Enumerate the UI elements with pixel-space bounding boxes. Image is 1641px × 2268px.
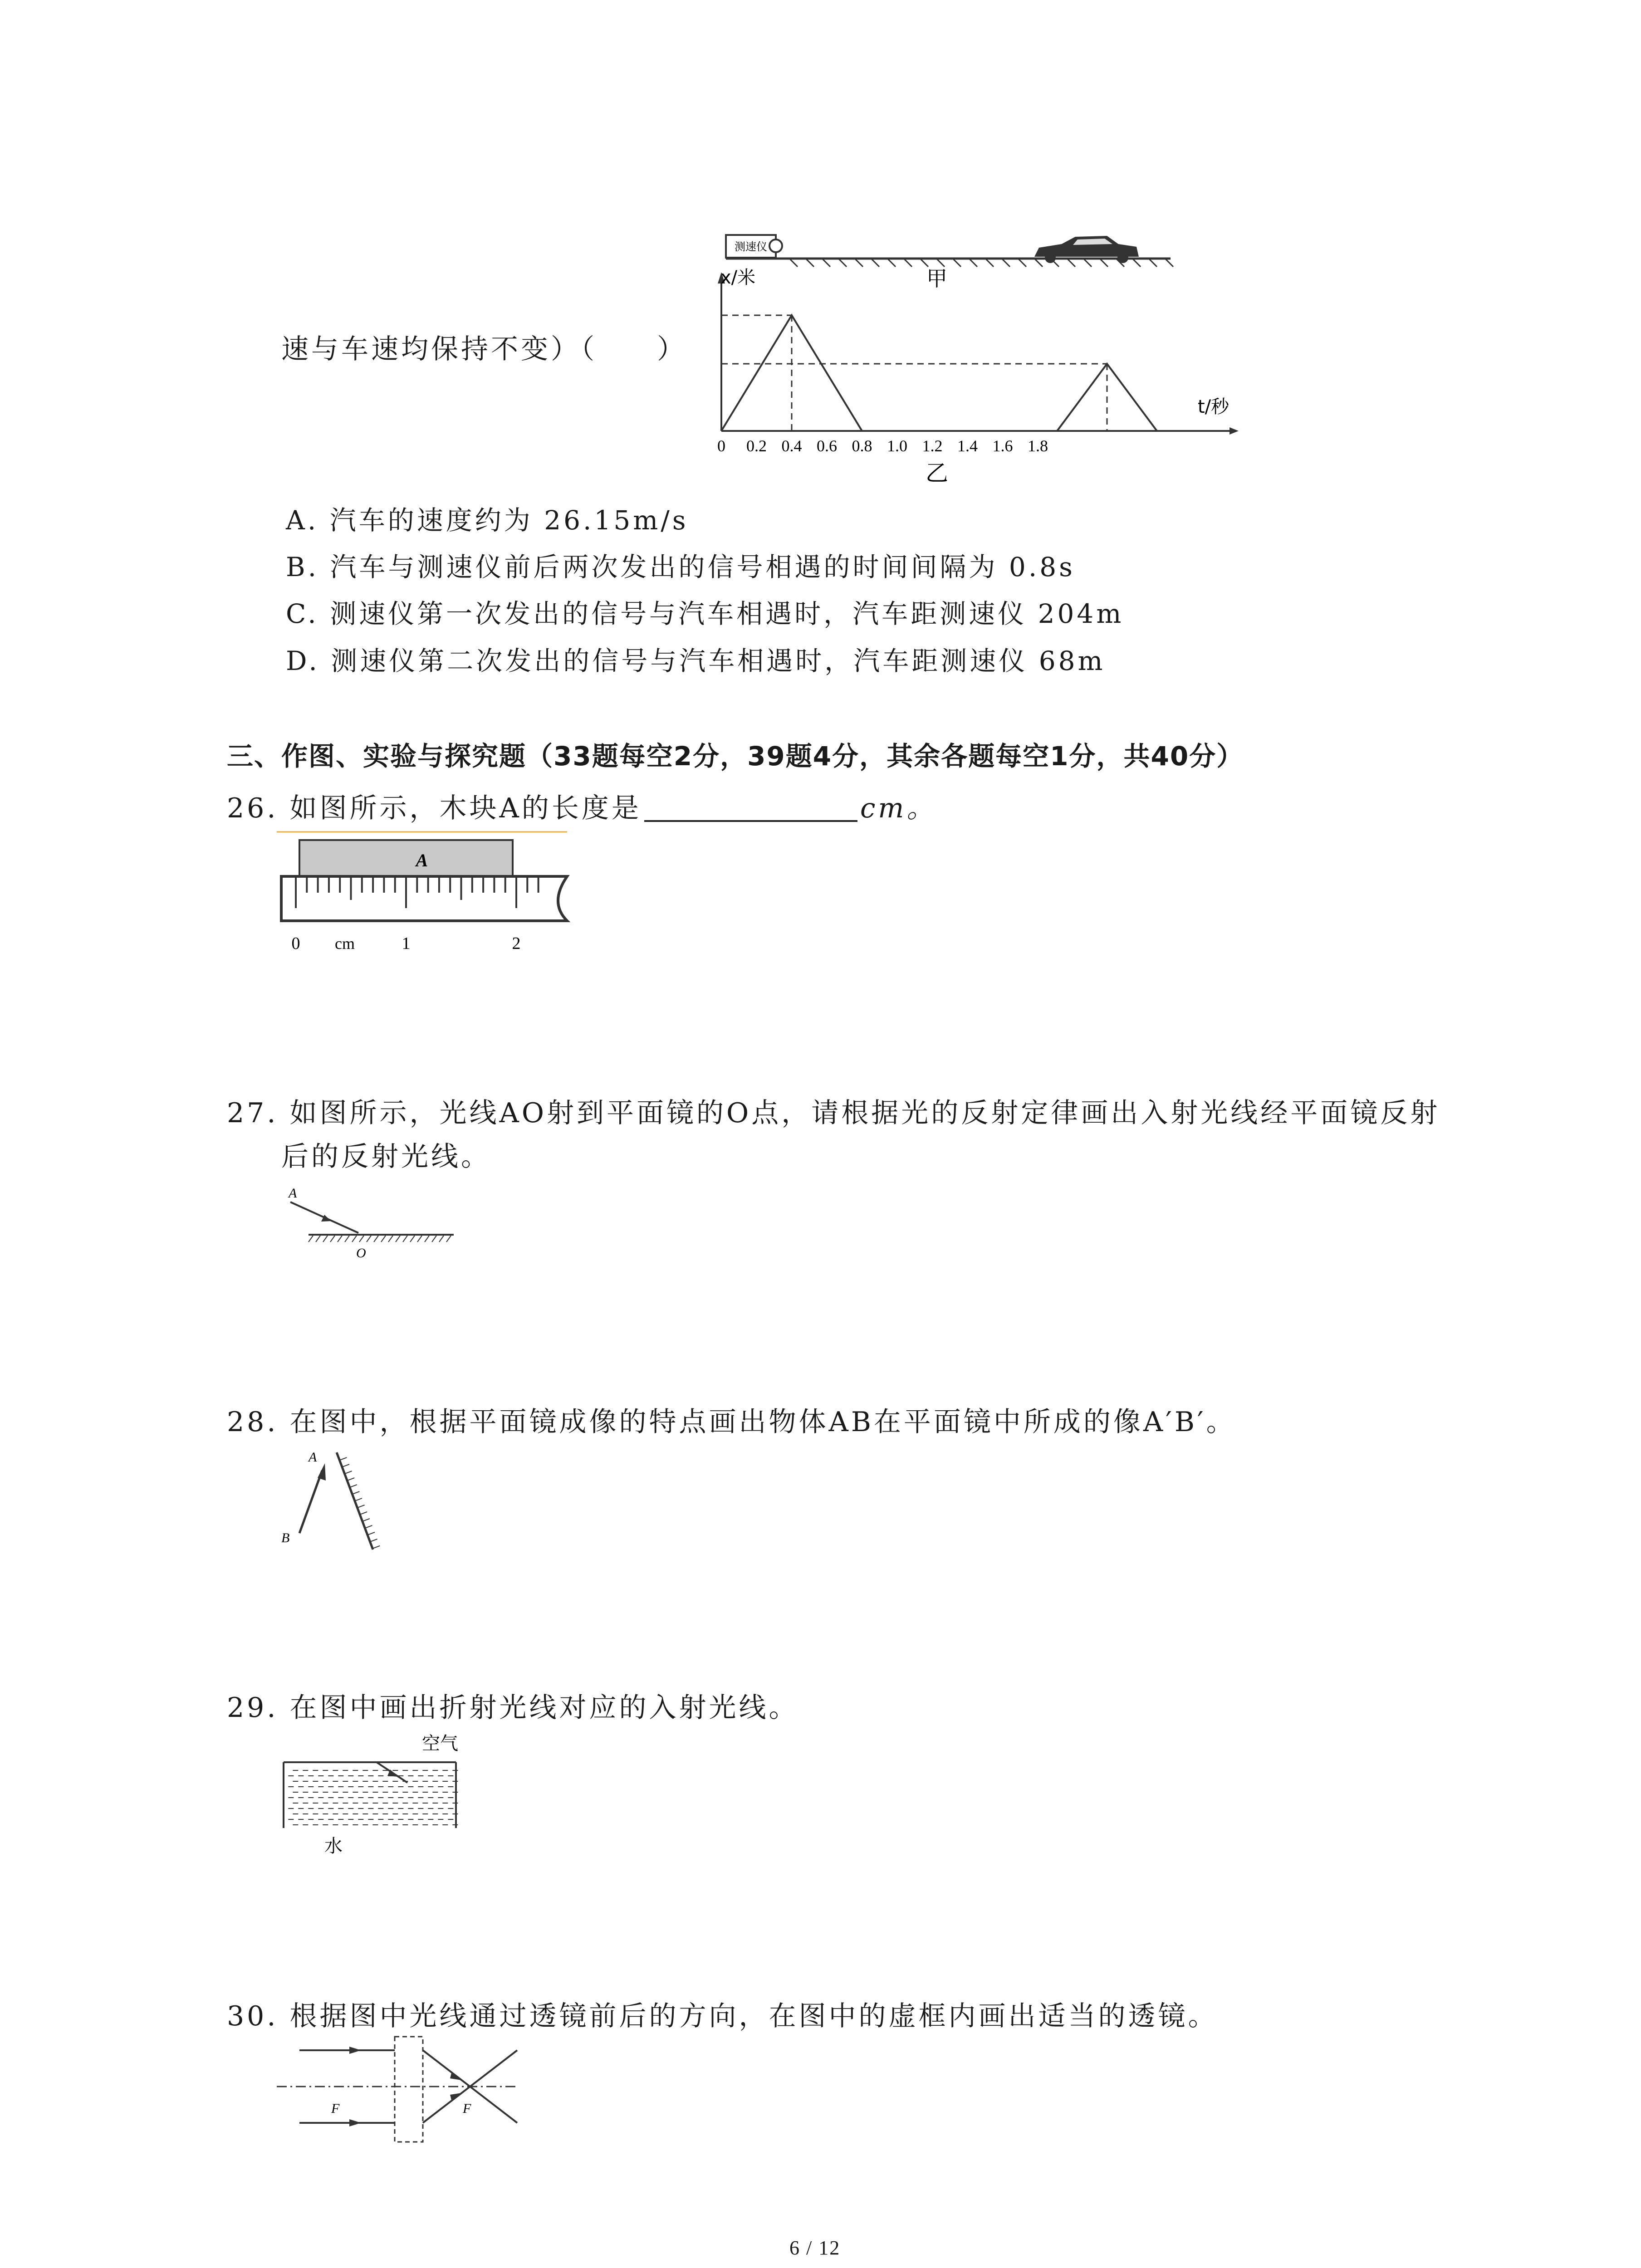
graph-tick-label: 1.4: [957, 437, 978, 455]
graph-tick-label: 1.6: [992, 437, 1013, 455]
graph-tick-label: 1.8: [1028, 437, 1048, 455]
q28-text: 28. 在图中，根据平面镜成像的特点画出物体AB在平面镜中所成的像A′B′。: [227, 1406, 1236, 1438]
ruler-body: [281, 876, 567, 921]
ruler-label-2: 2: [512, 934, 521, 953]
ruler-label-1: 1: [402, 934, 411, 953]
focus-right-label: F: [463, 2101, 471, 2116]
q29-refraction-figure: [281, 1730, 481, 1867]
q27-mirror-figure: [281, 1179, 463, 1261]
q30-text: 30. 根据图中光线通过透镜前后的方向，在图中的虚框内画出适当的透镜。: [227, 2000, 1218, 2032]
speed-gun-label: 测速仪: [735, 240, 767, 253]
point-b-label: B: [281, 1530, 290, 1545]
page-number: 6 / 12: [789, 2237, 841, 2259]
q30-lens-figure: [272, 2032, 526, 2150]
graph-tick-label: 1.2: [922, 437, 943, 455]
option-c: C. 测速仪第一次发出的信号与汽车相遇时，汽车距测速仪 204m: [286, 598, 1124, 629]
q25-figure: [708, 218, 1252, 499]
air-label: 空气: [422, 1733, 458, 1754]
x-axis-label: t/秒: [1198, 396, 1230, 417]
graph-tick-label: 0.4: [781, 437, 802, 455]
section-three-title: 三、作图、实验与探究题（33题每空2分，39题4分，其余各题每空1分，共40分）: [227, 741, 1244, 772]
point-a-label: A: [289, 1186, 297, 1201]
speed-gun-road-diagram: [726, 235, 1173, 291]
ruler-label-0: 0: [291, 934, 300, 953]
q26-answer-blank[interactable]: [644, 797, 857, 822]
fig-label-yi: 乙: [926, 460, 948, 486]
q25-tail-text: 速与车速均保持不变）（ ）: [281, 333, 687, 365]
graph-tick-label: 0.8: [852, 437, 872, 455]
block-label-a: A: [416, 850, 428, 870]
fig-label-jia: 甲: [926, 266, 947, 291]
q27-line2: 后的反射光线。: [281, 1141, 491, 1173]
option-a: A. 汽车的速度约为 26.15m/s: [286, 505, 689, 536]
option-b: B. 汽车与测速仪前后两次发出的信号相遇的时间间隔为 0.8s: [286, 552, 1075, 582]
focus-left-label: F: [331, 2101, 340, 2116]
option-d: D. 测速仪第二次发出的信号与汽车相遇时，汽车距测速仪 68m: [286, 645, 1106, 676]
q26-ruler-figure: [277, 830, 576, 962]
ruler-label-cm: cm: [335, 934, 355, 953]
y-axis-label: x/米: [720, 267, 756, 288]
distance-time-graph: [717, 267, 1239, 486]
graph-tick-label: 0.2: [746, 437, 767, 455]
speed-gun-lens: [769, 240, 782, 252]
point-a-label: A: [309, 1450, 317, 1465]
wooden-block-a: [299, 840, 513, 876]
graph-tick-label: 1.0: [887, 437, 907, 455]
graph-tick-label: 0: [717, 437, 725, 455]
point-o-label: O: [356, 1246, 366, 1261]
q26-text: [227, 792, 937, 824]
graph-tick-label: 0.6: [817, 437, 837, 455]
q26-suffix: cm。: [860, 792, 937, 824]
lens-dashed-box[interactable]: [395, 2037, 423, 2142]
q27-line1: 27. 如图所示，光线AO射到平面镜的O点，请根据光的反射定律画出入射光线经平面镜反射: [227, 1097, 1440, 1129]
q29-text: 29. 在图中画出折射光线对应的入射光线。: [227, 1692, 799, 1724]
q26-prefix: 26. 如图所示，木块A的长度是: [227, 792, 642, 824]
q28-mirror-figure: [272, 1438, 390, 1556]
water-label: 水: [324, 1836, 343, 1857]
object-ab-arrow: [299, 1471, 322, 1533]
